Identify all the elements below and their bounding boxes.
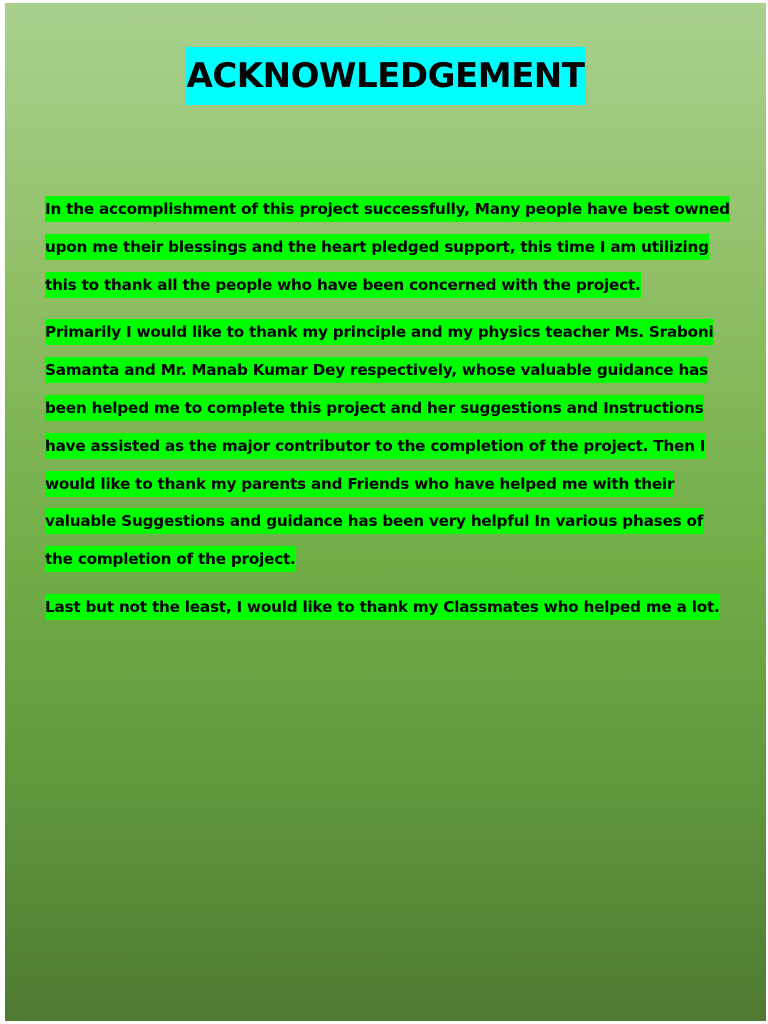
document-page — [5, 3, 766, 1021]
paragraph-closing — [45, 589, 735, 627]
title-container — [5, 47, 766, 105]
page-title: ACKNOWLEDGEMENT — [185, 47, 587, 105]
paragraph-intro-text: In the accomplishment of this project successfully, Many people have best owned upon me their blessings and the heart pledged support, this time I am utilizing this to thank all the people who have been concerned with the project. — [45, 196, 730, 298]
paragraph-closing-text: Last but not the least, I would like to thank my Classmates who helped me a lot. — [45, 594, 720, 620]
document-body — [45, 191, 735, 637]
paragraph-thanks-text: Primarily I would like to thank my principle and my physics teacher Ms. Sraboni Samanta and Mr. Manab Kumar Dey respectively, whose valuable guidance has been helped me to complete this project and her suggestions and Instructions have assisted as the major contributor to the completion of the project. Then I would like to thank my parents and Friends who have helped me with their valuable Suggestions and guidance has been very helpful In various phases of the completion of the project. — [45, 319, 714, 572]
paragraph-intro — [45, 191, 735, 304]
paragraph-thanks — [45, 314, 735, 579]
